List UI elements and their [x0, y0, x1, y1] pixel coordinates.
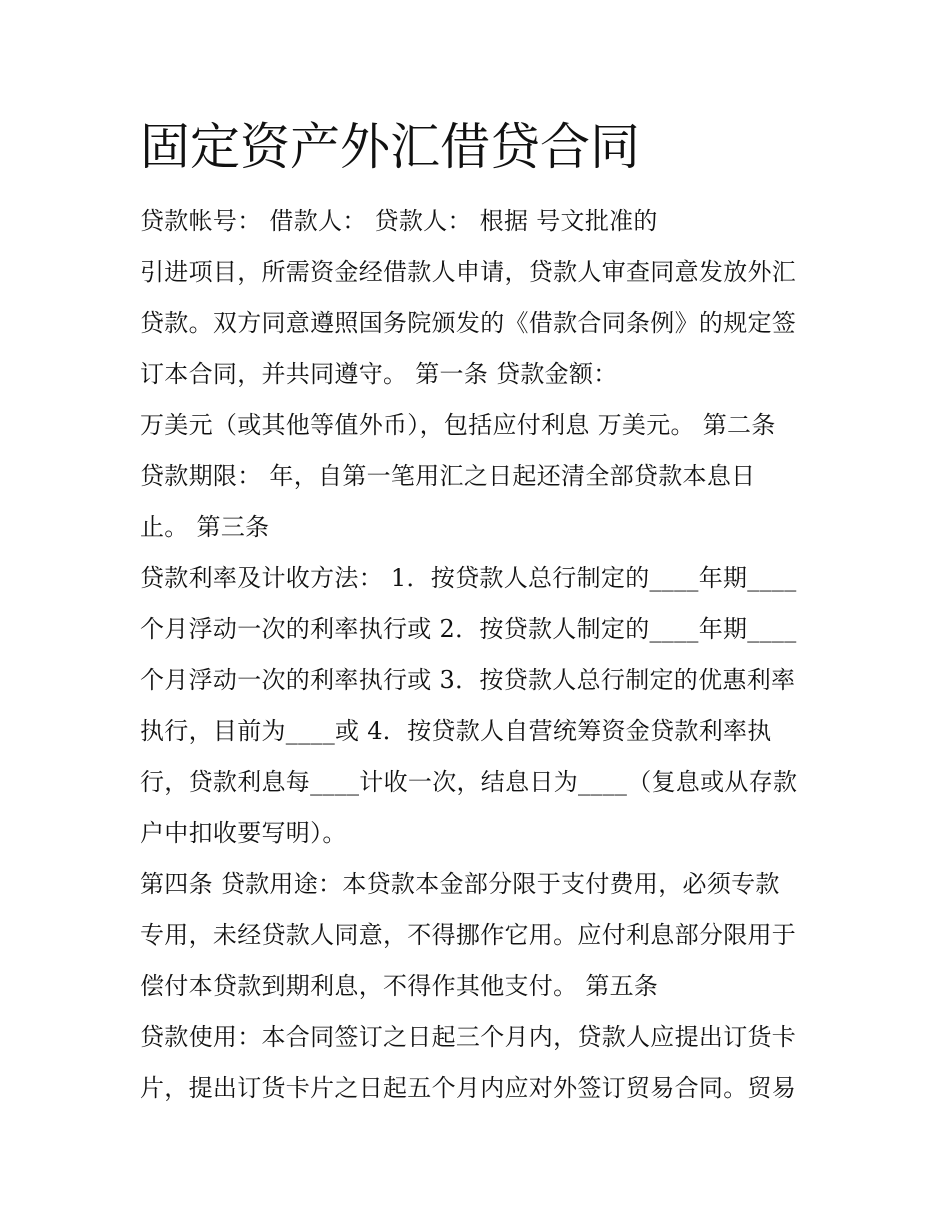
body-line: 贷款。双方同意遵照国务院颁发的《借款合同条例》的规定签 — [140, 309, 797, 337]
body-line: 偿付本贷款到期利息，不得作其他支付。 第五条 — [140, 972, 659, 1000]
body-line: 第四条 贷款用途：本贷款本金部分限于支付费用，必须专款 — [140, 870, 780, 898]
body-line: 贷款期限： 年，自第一笔用汇之日起还清全部贷款本息日 — [140, 462, 756, 490]
body-line: 贷款帐号： 借款人： 贷款人： 根据 号文批准的 — [140, 207, 658, 235]
body-line: 止。 第三条 — [140, 513, 270, 541]
body-line: 专用，未经贷款人同意，不得挪作它用。应付利息部分限用于 — [140, 921, 797, 949]
body-line: 户中扣收要写明）。 — [140, 819, 347, 847]
body-line: 个月浮动一次的利率执行或 3．按贷款人总行制定的优惠利率 — [140, 666, 796, 694]
body-line: 执行，目前为____或 4．按贷款人自营统筹资金贷款利率执 — [140, 717, 772, 745]
body-line: 引进项目，所需资金经借款人申请，贷款人审查同意发放外汇 — [140, 258, 797, 286]
body-line: 订本合同，并共同遵守。 第一条 贷款金额： — [140, 360, 618, 388]
body-line: 贷款利率及计收方法： 1．按贷款人总行制定的____年期____ — [140, 564, 797, 592]
body-line: 万美元（或其他等值外币），包括应付利息 万美元。 第二条 — [140, 411, 776, 439]
body-line: 贷款使用：本合同签订之日起三个月内，贷款人应提出订货卡 — [140, 1023, 797, 1051]
body-line: 个月浮动一次的利率执行或 2．按贷款人制定的____年期____ — [140, 615, 797, 643]
document-title: 固定资产外汇借贷合同 — [140, 118, 640, 176]
body-line: 行，贷款利息每____计收一次，结息日为____（复息或从存款 — [140, 768, 798, 796]
body-line: 片，提出订货卡片之日起五个月内应对外签订贸易合同。贸易 — [140, 1074, 797, 1102]
